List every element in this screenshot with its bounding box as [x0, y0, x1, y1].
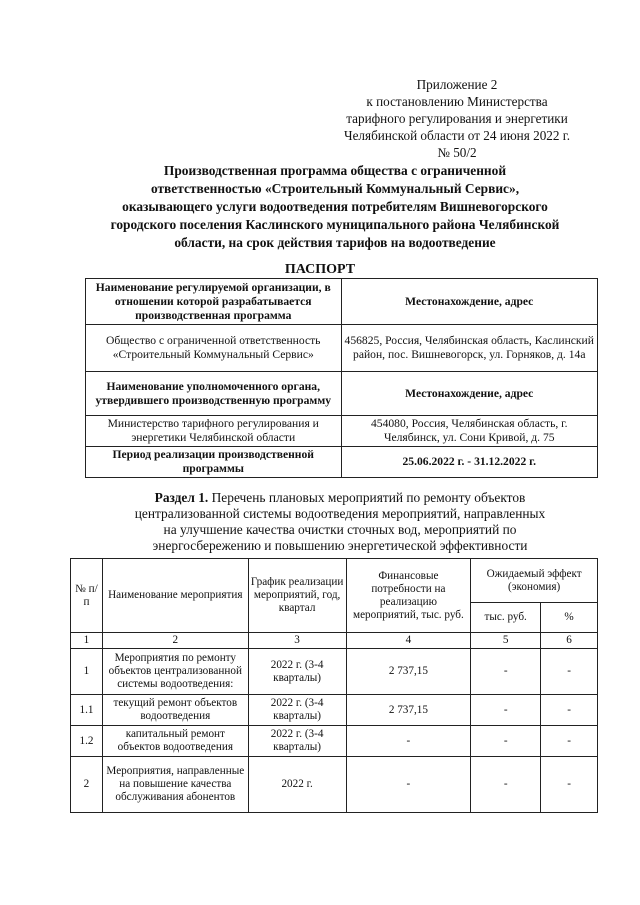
header-name: Наименование мероприятия — [102, 559, 248, 633]
appendix-line: Челябинской области от 24 июня 2022 г. — [344, 128, 570, 143]
row-num: 2 — [71, 757, 103, 813]
table-row — [71, 649, 598, 695]
row-effect-pct: - — [541, 726, 598, 757]
passport-heading: ПАСПОРТ — [284, 262, 356, 277]
appendix-line: Приложение 2 — [416, 77, 498, 92]
row-finance: 2 737,15 — [346, 695, 471, 726]
passport-table — [85, 278, 598, 478]
passport-cell-label: Наименование уполномоченного органа, утвердившего производственную программу — [86, 372, 342, 416]
row-num: 1 — [71, 649, 103, 695]
passport-row — [86, 279, 598, 325]
appendix-line: № 50/2 — [437, 145, 477, 160]
row-schedule: 2022 г. — [248, 757, 346, 813]
title-line: городского поселения Каслинского муниципального района Челябинской — [110, 217, 560, 232]
row-name: Мероприятия, направленные на повышение качества обслуживания абонентов — [102, 757, 248, 813]
row-effect-rub: - — [471, 695, 541, 726]
passport-cell-label: Министерство тарифного регулирования и энергетики Челябинской области — [86, 416, 342, 447]
header-effect-rub: тыс. руб. — [471, 603, 541, 633]
passport-cell-value: 454080, Россия, Челябинская область, г. Челябинск, ул. Сони Кривой, д. 75 — [341, 416, 598, 447]
appendix-line: тарифного регулирования и энергетики — [346, 111, 568, 126]
row-num: 1.1 — [71, 695, 103, 726]
row-effect-rub: - — [471, 757, 541, 813]
header-row — [71, 559, 598, 603]
title-line: Производственная программа общества с ограниченной — [163, 163, 507, 178]
header-num: № п/п — [71, 559, 103, 633]
row-effect-rub: - — [471, 649, 541, 695]
row-effect-pct: - — [541, 757, 598, 813]
header-finance: Финансовые потребности на реализацию мероприятий, тыс. руб. — [346, 559, 471, 633]
passport-cell-value: 456825, Россия, Челябинская область, Каслинский район, пос. Вишневогорск, ул. Горняков, д. 14а — [341, 325, 598, 372]
row-name: текущий ремонт объектов водоотведения — [102, 695, 248, 726]
section-number: Раздел 1. — [154, 490, 209, 505]
header-schedule: График реализации мероприятий, год, квартал — [248, 559, 346, 633]
title-line: области, на срок действия тарифов на водоотведение — [174, 235, 496, 250]
row-name: Мероприятия по ремонту объектов централизованной системы водоотведения: — [102, 649, 248, 695]
row-schedule: 2022 г. (3-4 кварталы) — [248, 726, 346, 757]
row-schedule: 2022 г. (3-4 кварталы) — [248, 695, 346, 726]
passport-row — [86, 372, 598, 416]
row-effect-pct: - — [541, 695, 598, 726]
table-row — [71, 757, 598, 813]
column-number-row — [71, 633, 598, 649]
column-number: 5 — [471, 633, 541, 649]
title-line: ответственностью «Строительный Коммунальный Сервис», — [150, 181, 520, 196]
passport-cell-label: Наименование регулируемой организации, в отношении которой разрабатывается производственная программа — [86, 279, 342, 325]
section-title — [90, 490, 590, 554]
row-num: 1.2 — [71, 726, 103, 757]
appendix-line: к постановлению Министерства — [366, 94, 548, 109]
table-row — [71, 695, 598, 726]
passport-cell-label: Период реализации производственной программы — [86, 447, 342, 478]
section-title-line: на улучшение качества очистки сточных вод, мероприятий по — [163, 522, 517, 537]
document-title — [70, 162, 600, 252]
passport-row — [86, 416, 598, 447]
row-effect-rub: - — [471, 726, 541, 757]
passport-row — [86, 447, 598, 478]
passport-cell-value: Местонахождение, адрес — [341, 372, 598, 416]
appendix-header — [318, 76, 596, 161]
header-effect-pct: % — [541, 603, 598, 633]
section-title-line: централизованной системы водоотведения мероприятий, направленных — [134, 506, 546, 521]
row-schedule: 2022 г. (3-4 кварталы) — [248, 649, 346, 695]
column-number: 2 — [102, 633, 248, 649]
row-finance: - — [346, 726, 471, 757]
column-number: 3 — [248, 633, 346, 649]
section-title-line: Перечень плановых мероприятий по ремонту объектов — [208, 490, 526, 505]
passport-cell-value: 25.06.2022 г. - 31.12.2022 г. — [341, 447, 598, 478]
column-number: 4 — [346, 633, 471, 649]
passport-row — [86, 325, 598, 372]
section-title-line: энергосбережению и повышению энергетической эффективности — [152, 538, 528, 553]
row-finance: 2 737,15 — [346, 649, 471, 695]
title-line: оказывающего услуги водоотведения потребителям Вишневогорского — [122, 199, 548, 214]
passport-cell-label: Общество с ограниченной ответственность «Строительный Коммунальный Сервис» — [86, 325, 342, 372]
row-effect-pct: - — [541, 649, 598, 695]
column-number: 1 — [71, 633, 103, 649]
measures-table — [70, 558, 598, 813]
header-effect: Ожидаемый эффект (экономия) — [471, 559, 598, 603]
row-name: капитальный ремонт объектов водоотведения — [102, 726, 248, 757]
column-number: 6 — [541, 633, 598, 649]
table-row — [71, 726, 598, 757]
passport-cell-value: Местонахождение, адрес — [341, 279, 598, 325]
row-finance: - — [346, 757, 471, 813]
